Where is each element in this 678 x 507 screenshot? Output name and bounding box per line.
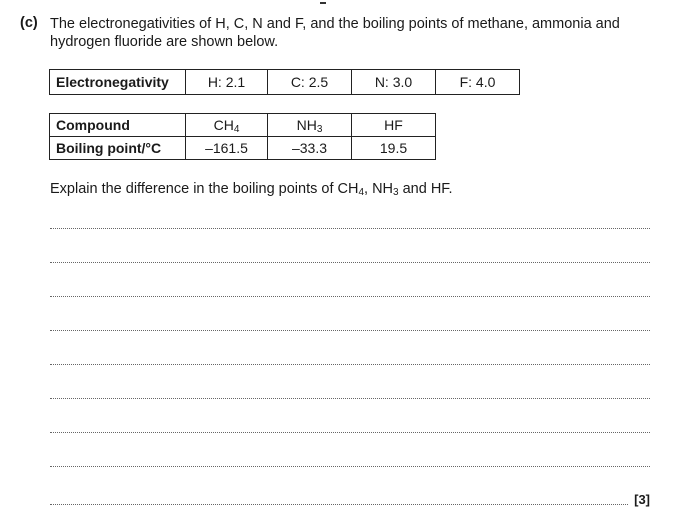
electronegativity-h: H: 2.1 xyxy=(186,70,268,95)
answer-line-7[interactable] xyxy=(50,432,650,433)
boiling-point-header: Boiling point/°C xyxy=(50,137,186,160)
compound-ch4: $CH_4$ xyxy=(186,114,268,137)
answer-line-5[interactable] xyxy=(50,364,650,365)
question-prompt: Explain the difference in the boiling points of $CH_4$, $NH_3$ and HF. xyxy=(50,181,453,198)
boiling-point-hf: 19.5 xyxy=(352,137,436,160)
marks-label: [3] xyxy=(634,492,650,507)
electronegativity-c: C: 2.5 xyxy=(268,70,352,95)
table-row xyxy=(50,70,520,95)
compound-hf: HF xyxy=(352,114,436,137)
boiling-point-ch4: –161.5 xyxy=(186,137,268,160)
compound-nh3: $NH_3$ xyxy=(268,114,352,137)
boiling-point-table xyxy=(49,113,436,160)
electronegativity-f: F: 4.0 xyxy=(436,70,520,95)
electronegativity-n: N: 3.0 xyxy=(352,70,436,95)
boiling-point-nh3: –33.3 xyxy=(268,137,352,160)
electronegativity-header: Electronegativity xyxy=(50,70,186,95)
compound-header: Compound xyxy=(50,114,186,137)
answer-line-4[interactable] xyxy=(50,330,650,331)
answer-line-8[interactable] xyxy=(50,466,650,467)
answer-line-9[interactable] xyxy=(50,504,628,505)
answer-line-2[interactable] xyxy=(50,262,650,263)
table-row xyxy=(50,114,436,137)
answer-line-6[interactable] xyxy=(50,398,650,399)
intro-text: The electronegativities of H, C, N and F, and the boiling points of methane, ammonia and hydrogen fluoride are shown below. xyxy=(50,16,620,50)
electronegativity-table xyxy=(49,69,520,95)
part-label: (c) xyxy=(20,15,38,31)
answer-line-1[interactable] xyxy=(50,228,650,229)
answer-line-3[interactable] xyxy=(50,296,650,297)
table-row xyxy=(50,137,436,160)
page-top-mark xyxy=(320,0,326,4)
